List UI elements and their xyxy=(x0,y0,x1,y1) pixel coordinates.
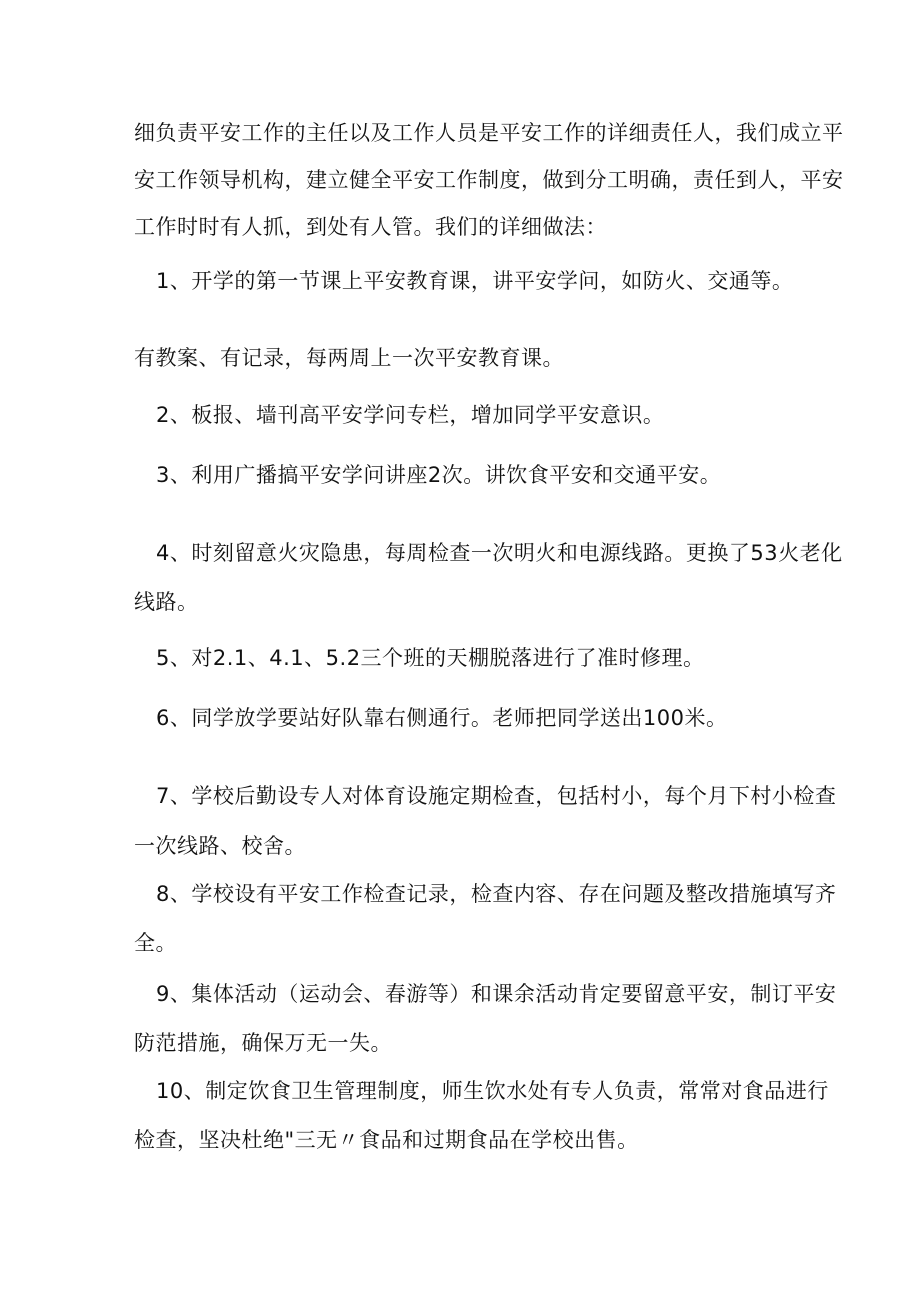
list-item-3: 3、利用广播搞平安学问讲座2次。讲饮食平安和交通平安。 xyxy=(156,463,722,487)
paragraph-line: 防范措施，确保万无一失。 xyxy=(134,1031,392,1055)
list-item-9: 9、集体活动（运动会、春游等）和课余活动肯定要留意平安，制订平安 xyxy=(156,982,837,1006)
paragraph-line: 有教案、有记录，每两周上一次平安教育课。 xyxy=(134,346,564,370)
list-item-8: 8、学校设有平安工作检查记录，检查内容、存在问题及整改措施填写齐 xyxy=(156,882,837,906)
paragraph-line: 一次线路、校舍。 xyxy=(134,834,306,858)
list-item-10: 10、制定饮食卫生管理制度，师生饮水处有专人负责，常常对食品进行 xyxy=(156,1079,829,1103)
paragraph-line: 检查，坚决杜绝"三无〃食品和过期食品在学校出售。 xyxy=(134,1128,639,1152)
paragraph-line: 工作时时有人抓，到处有人管。我们的详细做法： xyxy=(134,215,607,239)
list-item-5: 5、对2.1、4.1、5.2三个班的天棚脱落进行了准时修理。 xyxy=(156,646,705,670)
list-item-2: 2、板报、墙刊高平安学问专栏，增加同学平安意识。 xyxy=(156,403,665,427)
paragraph-line: 线路。 xyxy=(134,590,199,614)
list-item-7: 7、学校后勤设专人对体育设施定期检查，包括村小，每个月下村小检查 xyxy=(156,784,837,808)
paragraph-line: 安工作领导机构，建立健全平安工作制度，做到分工明确，责任到人，平安 xyxy=(134,168,844,192)
list-item-1: 1、开学的第一节课上平安教育课，讲平安学问，如防火、交通等。 xyxy=(156,269,794,293)
paragraph-line: 细负责平安工作的主任以及工作人员是平安工作的详细责任人，我们成立平 xyxy=(134,121,844,145)
paragraph-line: 全。 xyxy=(134,931,177,955)
list-item-6: 6、同学放学要站好队靠右侧通行。老师把同学送出100米。 xyxy=(156,706,728,730)
list-item-4: 4、时刻留意火灾隐患，每周检查一次明火和电源线路。更换了53火老化 xyxy=(156,541,843,565)
